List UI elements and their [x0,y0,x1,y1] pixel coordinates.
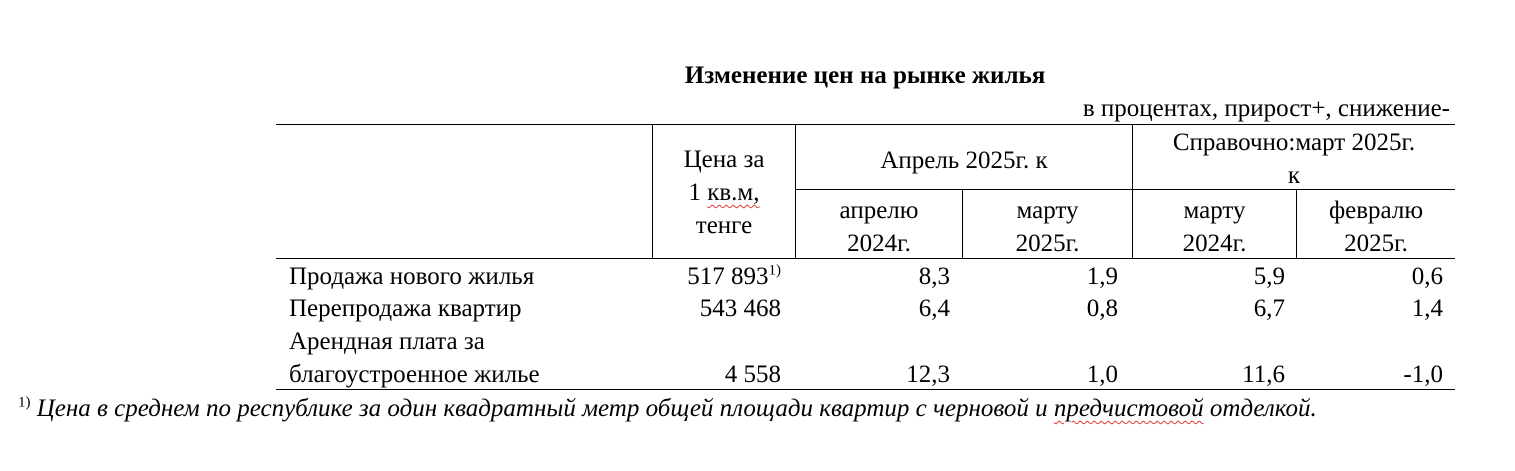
footnote-text-mark: предчистовой [1053,395,1204,422]
subheader-line2: 2025г. [1344,230,1408,257]
row-value: 5,9 [1253,263,1285,290]
header-price-line2-mark: кв.м, [707,179,760,206]
header-group-reference-line2: к [1287,162,1301,189]
row-value: 0,8 [1086,295,1118,322]
table-top-rule [276,124,1455,125]
row-value: 6,7 [1253,295,1285,322]
row-value: -1,0 [1403,361,1443,388]
row-label-new-housing: Продажа нового жилья [289,263,535,290]
row-value: 8,3 [918,263,950,290]
subheader-february-2025 [1297,194,1455,260]
subheader-line1: февралю [1328,197,1424,224]
footnote-text-post: отделкой. [1203,395,1317,422]
row-price-new-housing [600,260,781,293]
header-price-line3: тенге [695,212,753,239]
footnote [18,393,1317,425]
header-group-reference-line1: Справочно:март 2025г. [1172,129,1416,156]
subheader-line2: 2025г. [1015,230,1080,257]
row-value: 6,4 [918,295,950,322]
table-title: Изменение цен на рынке жилья [684,62,1046,89]
row-value: 1,0 [1086,361,1118,388]
row-label-line1: Арендная плата за [289,328,485,355]
header-price-line2 [653,176,795,209]
subheader-march-2025 [963,194,1132,260]
header-price-column [653,143,795,242]
subheader-line1: марту [1016,197,1079,224]
row-price-resale: 543 468 [699,295,781,322]
units-note: в процентах, прирост+, снижение- [1082,95,1450,122]
row-label-rent [289,325,540,391]
row-value: 1,9 [1086,263,1118,290]
price-value: 517 893 [687,263,769,290]
row-value: 12,3 [906,361,950,388]
row-value: 11,6 [1242,361,1285,388]
footnote-text-pre: Цена в среднем по республике за один квадратный метр общей площади квартир с черновой и [30,395,1054,422]
row-price-rent: 4 558 [724,361,781,388]
row-label-resale: Перепродажа квартир [289,295,522,322]
header-group-reference [1133,126,1455,192]
row-label-line2: благоустроенное жилье [289,361,540,388]
row-value: 1,4 [1411,295,1443,322]
subheader-line1: марту [1183,197,1246,224]
header-price-line1: Цена за [683,146,765,173]
subheader-line1: апрелю [839,197,919,224]
row-value: 0,6 [1411,263,1443,290]
subheader-line2: 2024г. [1182,230,1247,257]
subheader-line2: 2024г. [847,230,911,257]
subheader-march-2024 [1133,194,1296,260]
subheader-april-2024 [796,194,962,260]
footnote-mark: 1) [18,394,31,411]
header-group-april: Апрель 2025г. к [880,147,1048,174]
header-price-line2-pre: 1 [688,179,708,206]
footnote-marker: 1) [768,262,781,279]
